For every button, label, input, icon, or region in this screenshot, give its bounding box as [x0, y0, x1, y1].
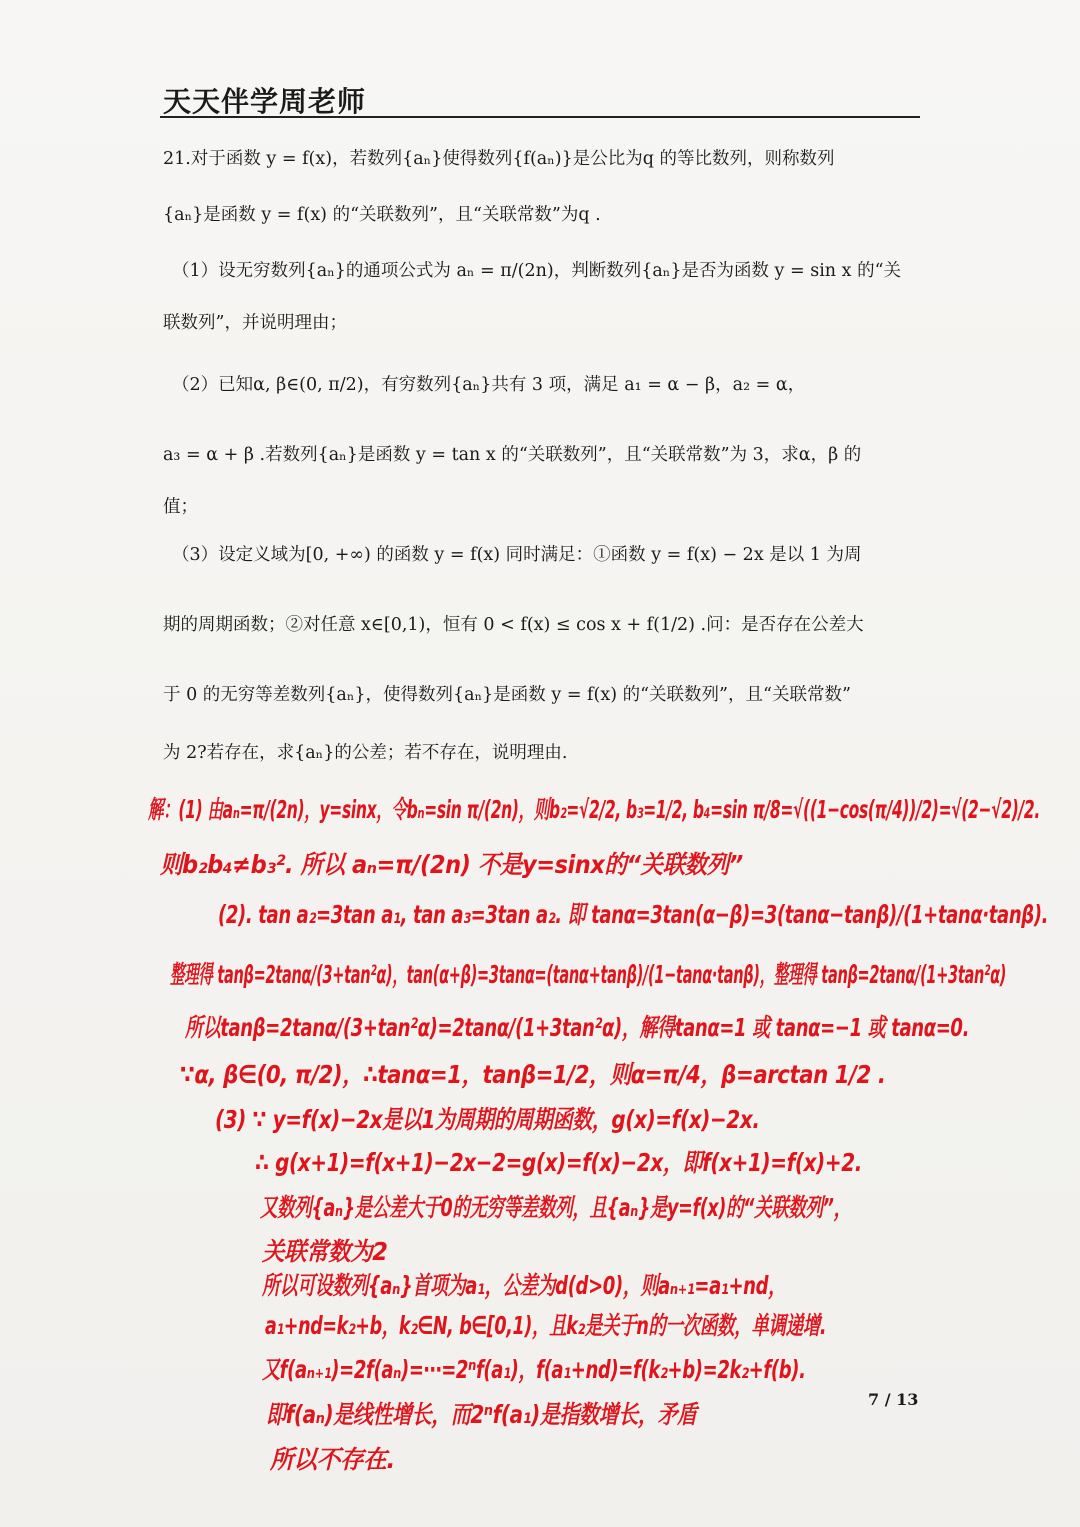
handwritten-line-11: 所以可设数列{aₙ}首项为a₁，公差为d(d>0)，则aₙ₊₁=a₁+nd， [262, 1271, 786, 1300]
handwritten-line-13: 又f(aₙ₊₁)=2f(aₙ)=⋯=2ⁿf(a₁)，f(a₁+nd)=f(k₂+b)=2k₂+f(b). [262, 1355, 806, 1384]
problem-line-4: 联数列”，并说明理由； [163, 313, 347, 333]
handwritten-line-9: 又数列{aₙ}是公差大于0的无穷等差数列，且{aₙ}是y=f(x)的“关联数列”， [260, 1193, 851, 1222]
handwritten-line-3: (2). tan a₂=3tan a₁, tan a₃=3tan a₂. 即 tanα=3tan(α−β)=3(tanα−tanβ)/(1+tanα·tanβ). [218, 900, 1049, 929]
handwritten-line-14: 即f(aₙ)是线性增长，而2ⁿf(a₁)是指数增长，矛盾 [266, 1400, 697, 1429]
handwritten-line-2: 则b₂b₄≠b₃². 所以 aₙ=π/(2n) 不是y=sinx的“关联数列” [160, 850, 743, 879]
problem-line-5: （2）已知α, β∈(0, π/2)，有穷数列{aₙ}共有 3 项，满足 a₁ = α − β，a₂ = α， [172, 375, 806, 395]
handwritten-line-4: 整理得 tanβ=2tanα/(3+tan²α)，tan(α+β)=3tanα=(tanα+tanβ)/(1−tanα·tanβ)，整理得 tanβ=2tanα/(1+3tan²α) [170, 960, 1007, 989]
handwritten-line-5: 所以tanβ=2tanα/(3+tan²α)=2tanα/(1+3tan²α)，解得tanα=1 或 tanα=−1 或 tanα=0. [185, 1013, 970, 1042]
handwritten-line-8: ∴ g(x+1)=f(x+1)−2x−2=g(x)=f(x)−2x，即f(x+1)=f(x)+2. [255, 1148, 862, 1177]
header-rule [160, 116, 920, 118]
problem-line-6: a₃ = α + β .若数列{aₙ}是函数 y = tan x 的“关联数列”，且“关联常数”为 3，求α，β 的 [163, 445, 862, 465]
problem-line-1: 21.对于函数 y = f(x)，若数列{aₙ}使得数列{f(aₙ)}是公比为q 的等比数列，则称数列 [163, 149, 835, 169]
handwritten-line-15: 所以不存在. [270, 1445, 395, 1474]
handwritten-line-6: ∵α, β∈(0, π/2)，∴tanα=1，tanβ=1/2，则α=π/4，β=arctan 1/2 . [180, 1060, 886, 1089]
handwritten-line-12: a₁+nd=k₂+b，k₂∈N, b∈[0,1)，且k₂是关于n的一次函数，单调递增. [265, 1311, 827, 1340]
problem-line-3: （1）设无穷数列{aₙ}的通项公式为 aₙ = π/(2n)，判断数列{aₙ}是否为函数 y = sin x 的“关 [172, 261, 902, 281]
problem-line-8: （3）设定义域为[0, +∞) 的函数 y = f(x) 同时满足：①函数 y = f(x) − 2x 是以 1 为周 [172, 545, 862, 565]
page-number: 7 / 13 [868, 1390, 919, 1409]
problem-line-9: 期的周期函数；②对任意 x∈[0,1)，恒有 0 < f(x) ≤ cos x + f(1/2) .问：是否存在公差大 [163, 615, 864, 635]
page-header-title: 天天伴学周老师 [163, 85, 367, 118]
problem-line-7: 值； [163, 497, 198, 517]
handwritten-line-7: (3) ∵ y=f(x)−2x是以1为周期的周期函数，g(x)=f(x)−2x. [215, 1105, 760, 1134]
handwritten-line-10: 关联常数为2 [262, 1237, 388, 1266]
problem-line-10: 于 0 的无穷等差数列{aₙ}，使得数列{aₙ}是函数 y = f(x) 的“关联数列”，且“关联常数” [163, 685, 851, 705]
problem-line-11: 为 2?若存在，求{aₙ}的公差；若不存在，说明理由. [163, 743, 568, 763]
problem-line-2: {aₙ}是函数 y = f(x) 的“关联数列”，且“关联常数”为q . [163, 205, 601, 225]
handwritten-line-1: 解：(1) 由aₙ=π/(2n)，y=sinx，令bₙ=sin π/(2n)，则b₂=√2/2, b₃=1/2, b₄=sin π/8=√((1−cos(π/4))/2)=√(2−√2)/2. [148, 795, 1040, 824]
